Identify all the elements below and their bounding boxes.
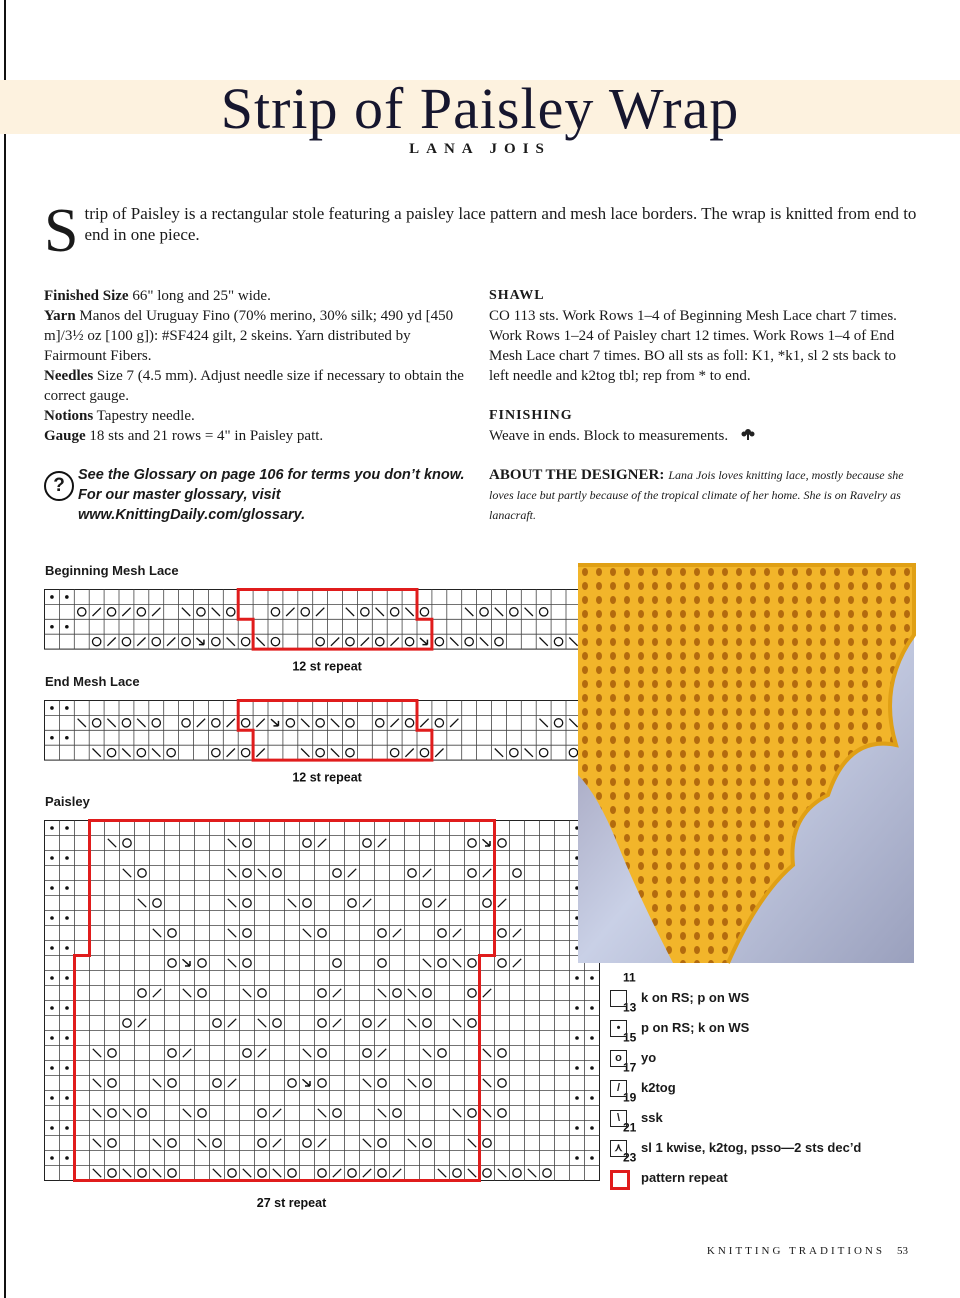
knitted-lace-photo [578,565,914,963]
beginning-mesh-lace-chart [44,589,584,679]
author-name: LANA JOIS [409,141,551,157]
purl-dot-mark [575,1156,579,1160]
legend-item: \ ssk [610,1106,930,1136]
purl-dot-mark [65,886,69,890]
intro-text: trip of Paisley is a rectangular stole featuring a paisley lace pattern and mesh lace borders. The wrap is knitted from end to end in one piece. [84,204,917,244]
purl-dot-mark [50,976,54,980]
purl-dot-mark [50,826,54,830]
row-number: 19 [623,1090,637,1105]
left-margin-rule [4,0,6,1298]
purl-dot-mark [65,946,69,950]
purl-dot-mark [50,1156,54,1160]
arrow-square-icon: ⋏ [610,1140,627,1157]
purl-dot-mark [590,1156,594,1160]
backslash-square-icon: \ [610,1110,627,1127]
row-number: 21 [623,1120,637,1135]
spec-needles: Needles Size 7 (4.5 mm). Adjust needle size if necessary to obtain the correct gauge. [44,368,464,404]
purl-dot-mark [50,595,54,599]
row-number: 15 [623,1030,637,1045]
spec-yarn: Yarn Manos del Uruguay Fino (70% merino, 30% silk; 490 yd [450 m]/3½ oz [100 g]): #SF424 gilt, 2 skeins. Yarn distributed by Fairmount Fibers. [44,308,454,364]
chart-legend [610,986,930,1196]
purl-dot-mark [575,1006,579,1010]
row-number: 17 [623,1060,637,1075]
purl-dot-mark [575,1066,579,1070]
purl-dot-mark [65,736,69,740]
purl-dot-mark [50,916,54,920]
legend-item: / k2tog [610,1076,930,1106]
page-number: 53 [897,1245,908,1257]
page-title: Strip of Paisley Wrap [220,76,740,141]
blank-square-icon [610,990,627,1007]
spec-finished-size: Finished Size 66" long and 25" wide. [44,288,271,304]
purl-dot-mark [590,1036,594,1040]
purl-dot-mark [65,625,69,629]
purl-dot-mark [575,1126,579,1130]
shawl-heading: SHAWL [489,288,545,303]
purl-dot-mark [65,1096,69,1100]
repeat-label: 12 st repeat [292,659,362,674]
page-footer [707,1245,908,1257]
purl-dot-mark [50,946,54,950]
repeat-label: 27 st repeat [256,1196,327,1210]
purl-dot-mark [575,1036,579,1040]
purl-dot-mark [50,1006,54,1010]
chart-title-paisley: Paisley [45,794,90,809]
flower-ornament-icon [740,427,756,441]
intro-paragraph [44,197,924,265]
specs-column [44,286,474,446]
purl-dot-mark [65,976,69,980]
purl-dot-mark [50,856,54,860]
legend-item: • p on RS; k on WS [610,1016,930,1046]
end-mesh-lace-chart [44,700,584,790]
row-number: 11 [623,970,636,985]
legend-item: o yo [610,1046,930,1076]
legend-item: k on RS; p on WS [610,986,930,1016]
purl-dot-mark [590,976,594,980]
finishing-heading: FINISHING [489,408,573,423]
dot-square-icon: • [610,1020,627,1037]
row-number: 13 [623,1000,637,1015]
purl-dot-mark [590,1096,594,1100]
circle-square-icon: o [610,1050,627,1067]
purl-dot-mark [65,1126,69,1130]
designer-heading: ABOUT THE DESIGNER: [489,467,665,483]
purl-dot-mark [65,1156,69,1160]
legend-item: pattern repeat [610,1166,930,1196]
finishing-text: Weave in ends. Block to measurements. [489,428,729,444]
purl-dot-mark [50,1126,54,1130]
question-icon: ? [44,471,74,501]
drop-cap: S [44,197,79,265]
purl-dot-mark [590,1126,594,1130]
purl-dot-mark [50,736,54,740]
glossary-note [44,465,484,525]
purl-dot-mark [65,916,69,920]
purl-dot-mark [575,1096,579,1100]
purl-dot-mark [50,1036,54,1040]
purl-dot-mark [50,706,54,710]
legend-item: ⋏ sl 1 kwise, k2tog, psso—2 sts dec’d [610,1136,930,1166]
row-number: 23 [623,1150,637,1165]
purl-dot-mark [50,1066,54,1070]
instructions-column [489,286,919,446]
purl-dot-mark [50,1096,54,1100]
repeat-label: 12 st repeat [292,770,362,785]
purl-dot-mark [575,976,579,980]
purl-dot-mark [65,826,69,830]
publication-name: KNITTING TRADITIONS [706,1245,885,1257]
glossary-text: See the Glossary on page 106 for terms you don’t know. For our master glossary, visit www.KnittingDaily.com/glossary. [78,467,465,523]
purl-dot-mark [65,706,69,710]
purl-dot-mark [65,856,69,860]
red-square-icon [610,1170,630,1190]
designer-bio [489,465,919,525]
spec-gauge: Gauge 18 sts and 21 rows = 4" in Paisley patt. [44,428,324,444]
chart-title-end: End Mesh Lace [45,674,140,689]
spec-notions: Notions Tapestry needle. [44,408,195,424]
purl-dot-mark [65,595,69,599]
designer-text: Lana Jois loves knitting lace, mostly because she loves lace but partly because of the tropical climate of her home. She is on Ravelry as lanacraft. [489,468,904,522]
purl-dot-mark [590,1006,594,1010]
chart-title-beginning: Beginning Mesh Lace [45,563,179,578]
purl-dot-mark [50,886,54,890]
purl-dot-mark [65,1036,69,1040]
purl-dot-mark [50,625,54,629]
shawl-text: CO 113 sts. Work Rows 1–4 of Beginning Mesh Lace chart 7 times. Work Rows 1–24 of Paisley chart 12 times. Work Rows 1–4 of End Mesh Lace chart 7 times. BO all sts as foll: K1, *k1, sl 2 sts back to left needle and k2tog tbl; rep from * to end. [489,308,897,384]
purl-dot-mark [590,1066,594,1070]
purl-dot-mark [65,1006,69,1010]
finishing-line [489,426,919,446]
purl-dot-mark [65,1066,69,1070]
slash-square-icon: / [610,1080,627,1097]
